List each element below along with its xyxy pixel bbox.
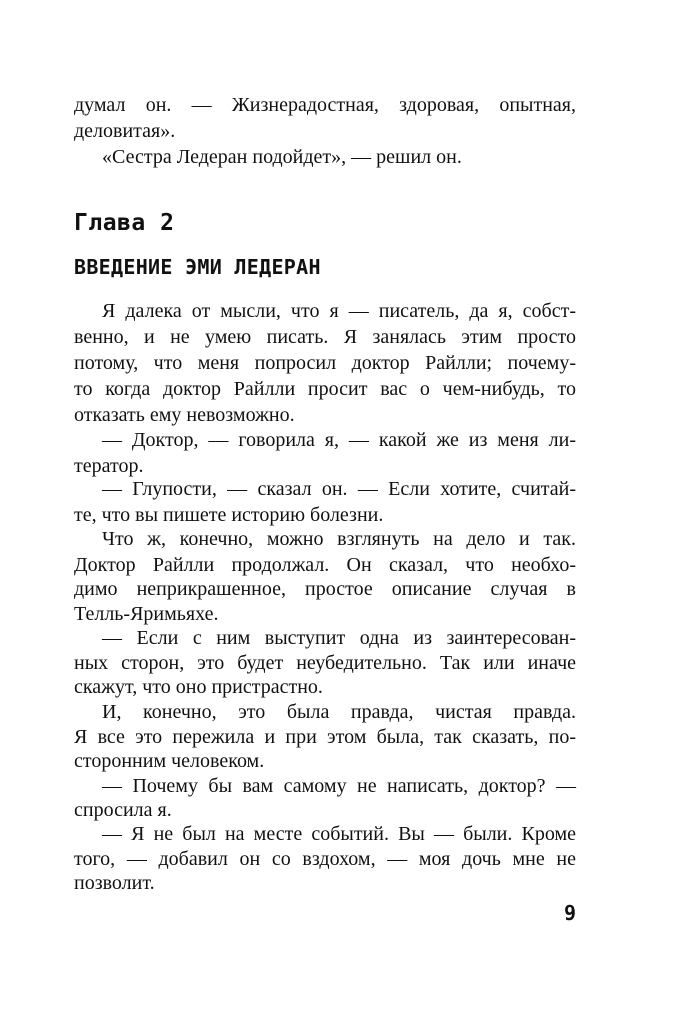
- text-line: то когда доктор Райлли просит вас о чем-нибудь, то: [74, 378, 576, 400]
- text-line: того, — добавил он со вздохом, — моя дочь мне не: [74, 848, 576, 870]
- text-line: — Доктор, — говорила я, — какой же из меня ли-: [102, 429, 576, 451]
- text-line: Что ж, конечно, можно взглянуть на дело и так.: [102, 528, 576, 550]
- text-line: димо неприкрашенное, простое описание случая в: [74, 578, 576, 600]
- text-line: спросила я.: [74, 799, 172, 821]
- chapter-label: Глава 2: [74, 210, 175, 236]
- text-line: Доктор Райлли продолжал. Он сказал, что необхо-: [74, 554, 576, 576]
- text-line: думал он. — Жизнерадостная, здоровая, опытная,: [74, 94, 576, 116]
- text-line: — Я не был на месте событий. Вы — были. Кроме: [102, 823, 576, 845]
- text-line: — Глупости, — сказал он. — Если хотите, считай-: [102, 478, 576, 500]
- text-line: — Почему бы вам самому не написать, доктор? —: [102, 775, 576, 797]
- text-line: «Сестра Ледеран подойдет», — решил он.: [102, 146, 462, 168]
- text-line: венно, и не умею писать. Я занялась этим просто: [74, 326, 576, 348]
- text-line: Телль-Яримьяхе.: [74, 603, 219, 625]
- text-line: те, что вы пишете историю болезни.: [74, 504, 384, 526]
- text-line: И, конечно, это была правда, чистая правда.: [102, 701, 576, 723]
- text-line: сторонним человеком.: [74, 750, 265, 772]
- text-line: потому, что меня попросил доктор Райлли; почему-: [74, 352, 576, 374]
- text-line: деловитая».: [74, 120, 176, 142]
- chapter-title: ВВЕДЕНИЕ ЭМИ ЛЕДЕРАН: [74, 255, 321, 279]
- text-line: Я все это пережила и при этом была, так сказать, по-: [74, 726, 576, 748]
- text-line: скажут, что оно пристрастно.: [74, 676, 323, 698]
- text-line: Я далека от мысли, что я — писатель, да я, собст-: [102, 300, 576, 322]
- text-line: позволит.: [74, 872, 155, 894]
- text-line: тератор.: [74, 455, 144, 477]
- text-line: отказать ему невозможно.: [74, 404, 295, 426]
- text-line: — Если с ним выступит одна из заинтересован-: [102, 627, 576, 649]
- text-line: ных сторон, это будет неубедительно. Так или иначе: [74, 652, 576, 674]
- page-number: 9: [563, 901, 576, 925]
